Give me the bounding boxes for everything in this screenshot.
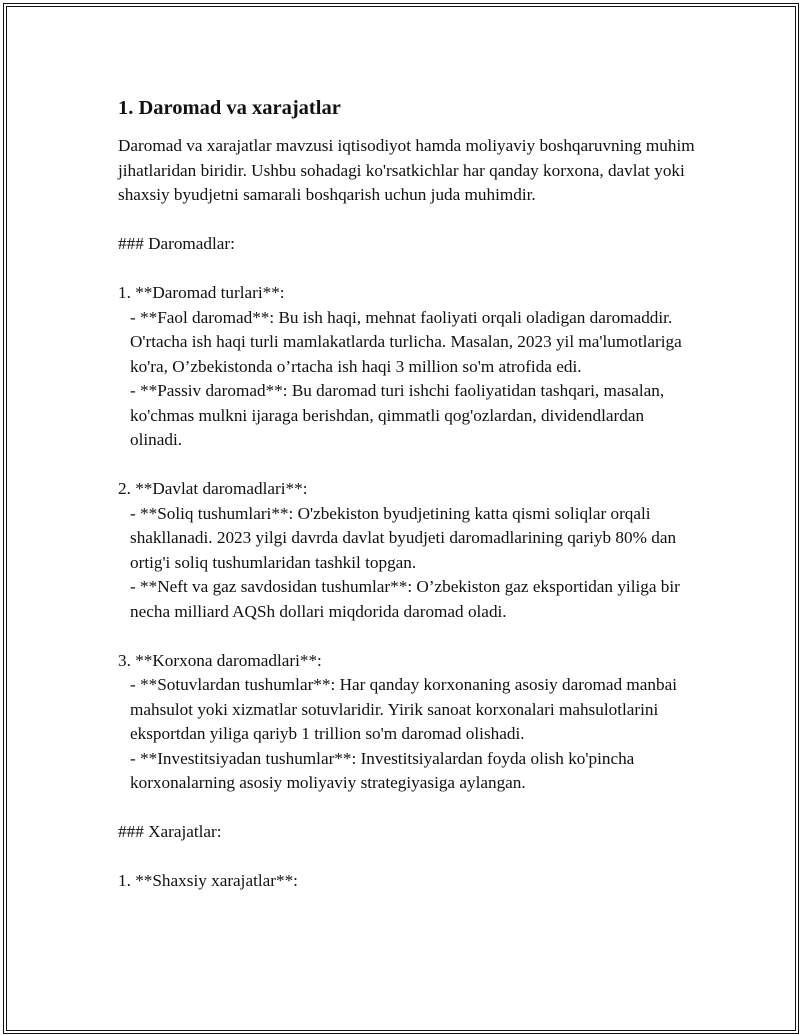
document-body <box>118 96 698 894</box>
spacer <box>118 845 698 870</box>
section-heading: 1. **Daromad turlari**: <box>118 283 285 302</box>
list-item: - **Faol daromad**: Bu ish haqi, mehnat faoliyati orqali oladigan daromaddir. O'rtacha ish haqi turli mamlakatlarda turlicha. Masalan, 2023 yil ma'lumotlariga ko'ra, O’zbekistonda o’rtacha ish haqi 3 million so'm atrofida edi. <box>130 307 687 376</box>
list-item: - **Sotuvlardan tushumlar**: Har qanday korxonaning asosiy daromad manbai mahsulot yoki xizmatlar sotuvlaridir. Yirik sanoat korxonalari mahsulotlarini eksportdan yiliga qariyb 1 trillion so'm daromad olishadi. <box>130 675 682 743</box>
spacer <box>118 257 698 282</box>
section-heading: 1. **Shaxsiy xarajatlar**: <box>118 871 298 890</box>
section-heading: 2. **Davlat daromadlari**: <box>118 479 308 498</box>
intro-paragraph: Daromad va xarajatlar mavzusi iqtisodiyot hamda moliyaviy boshqaruvning muhim jihatlaridan biridir. Ushbu sohadagi ko'rsatkichlar har qanday korxona, davlat yoki shaxsiy byudjetni samarali boshqarish uchun juda muhimdir. <box>118 136 699 204</box>
spacer <box>118 796 698 821</box>
list-item: - **Passiv daromad**: Bu daromad turi ishchi faoliyatidan tashqari, masalan, ko'chmas mulkni ijaraga berishdan, qimmatli qog'ozlardan, dividendlardan olinadi. <box>130 381 669 449</box>
spacer <box>118 624 698 649</box>
income-heading: ### Daromadlar: <box>118 234 235 253</box>
list-item: - **Neft va gaz savdosidan tushumlar**: O’zbekiston gaz eksportidan yiliga bir necha milliard AQSh dollari miqdorida daromad oladi. <box>130 577 685 621</box>
spacer <box>118 208 698 233</box>
list-item: - **Soliq tushumlari**: O'zbekiston byudjetining katta qismi soliqlar orqali shakllanadi. 2023 yilgi davrda davlat byudjeti daromadlarining qariyb 80% dan ortig'i soliq tushumlaridan tashkil topgan. <box>130 503 681 572</box>
list-item: - **Investitsiyadan tushumlar**: Investitsiyalardan foyda olish ko'pincha korxonalarning asosiy moliyaviy strategiyasiga aylangan. <box>130 748 639 792</box>
page-title: 1. Daromad va xarajatlar <box>118 97 341 119</box>
section-heading: 3. **Korxona daromadlari**: <box>118 650 322 670</box>
spacer <box>118 453 698 478</box>
expenses-heading: ### Xarajatlar: <box>118 822 222 841</box>
